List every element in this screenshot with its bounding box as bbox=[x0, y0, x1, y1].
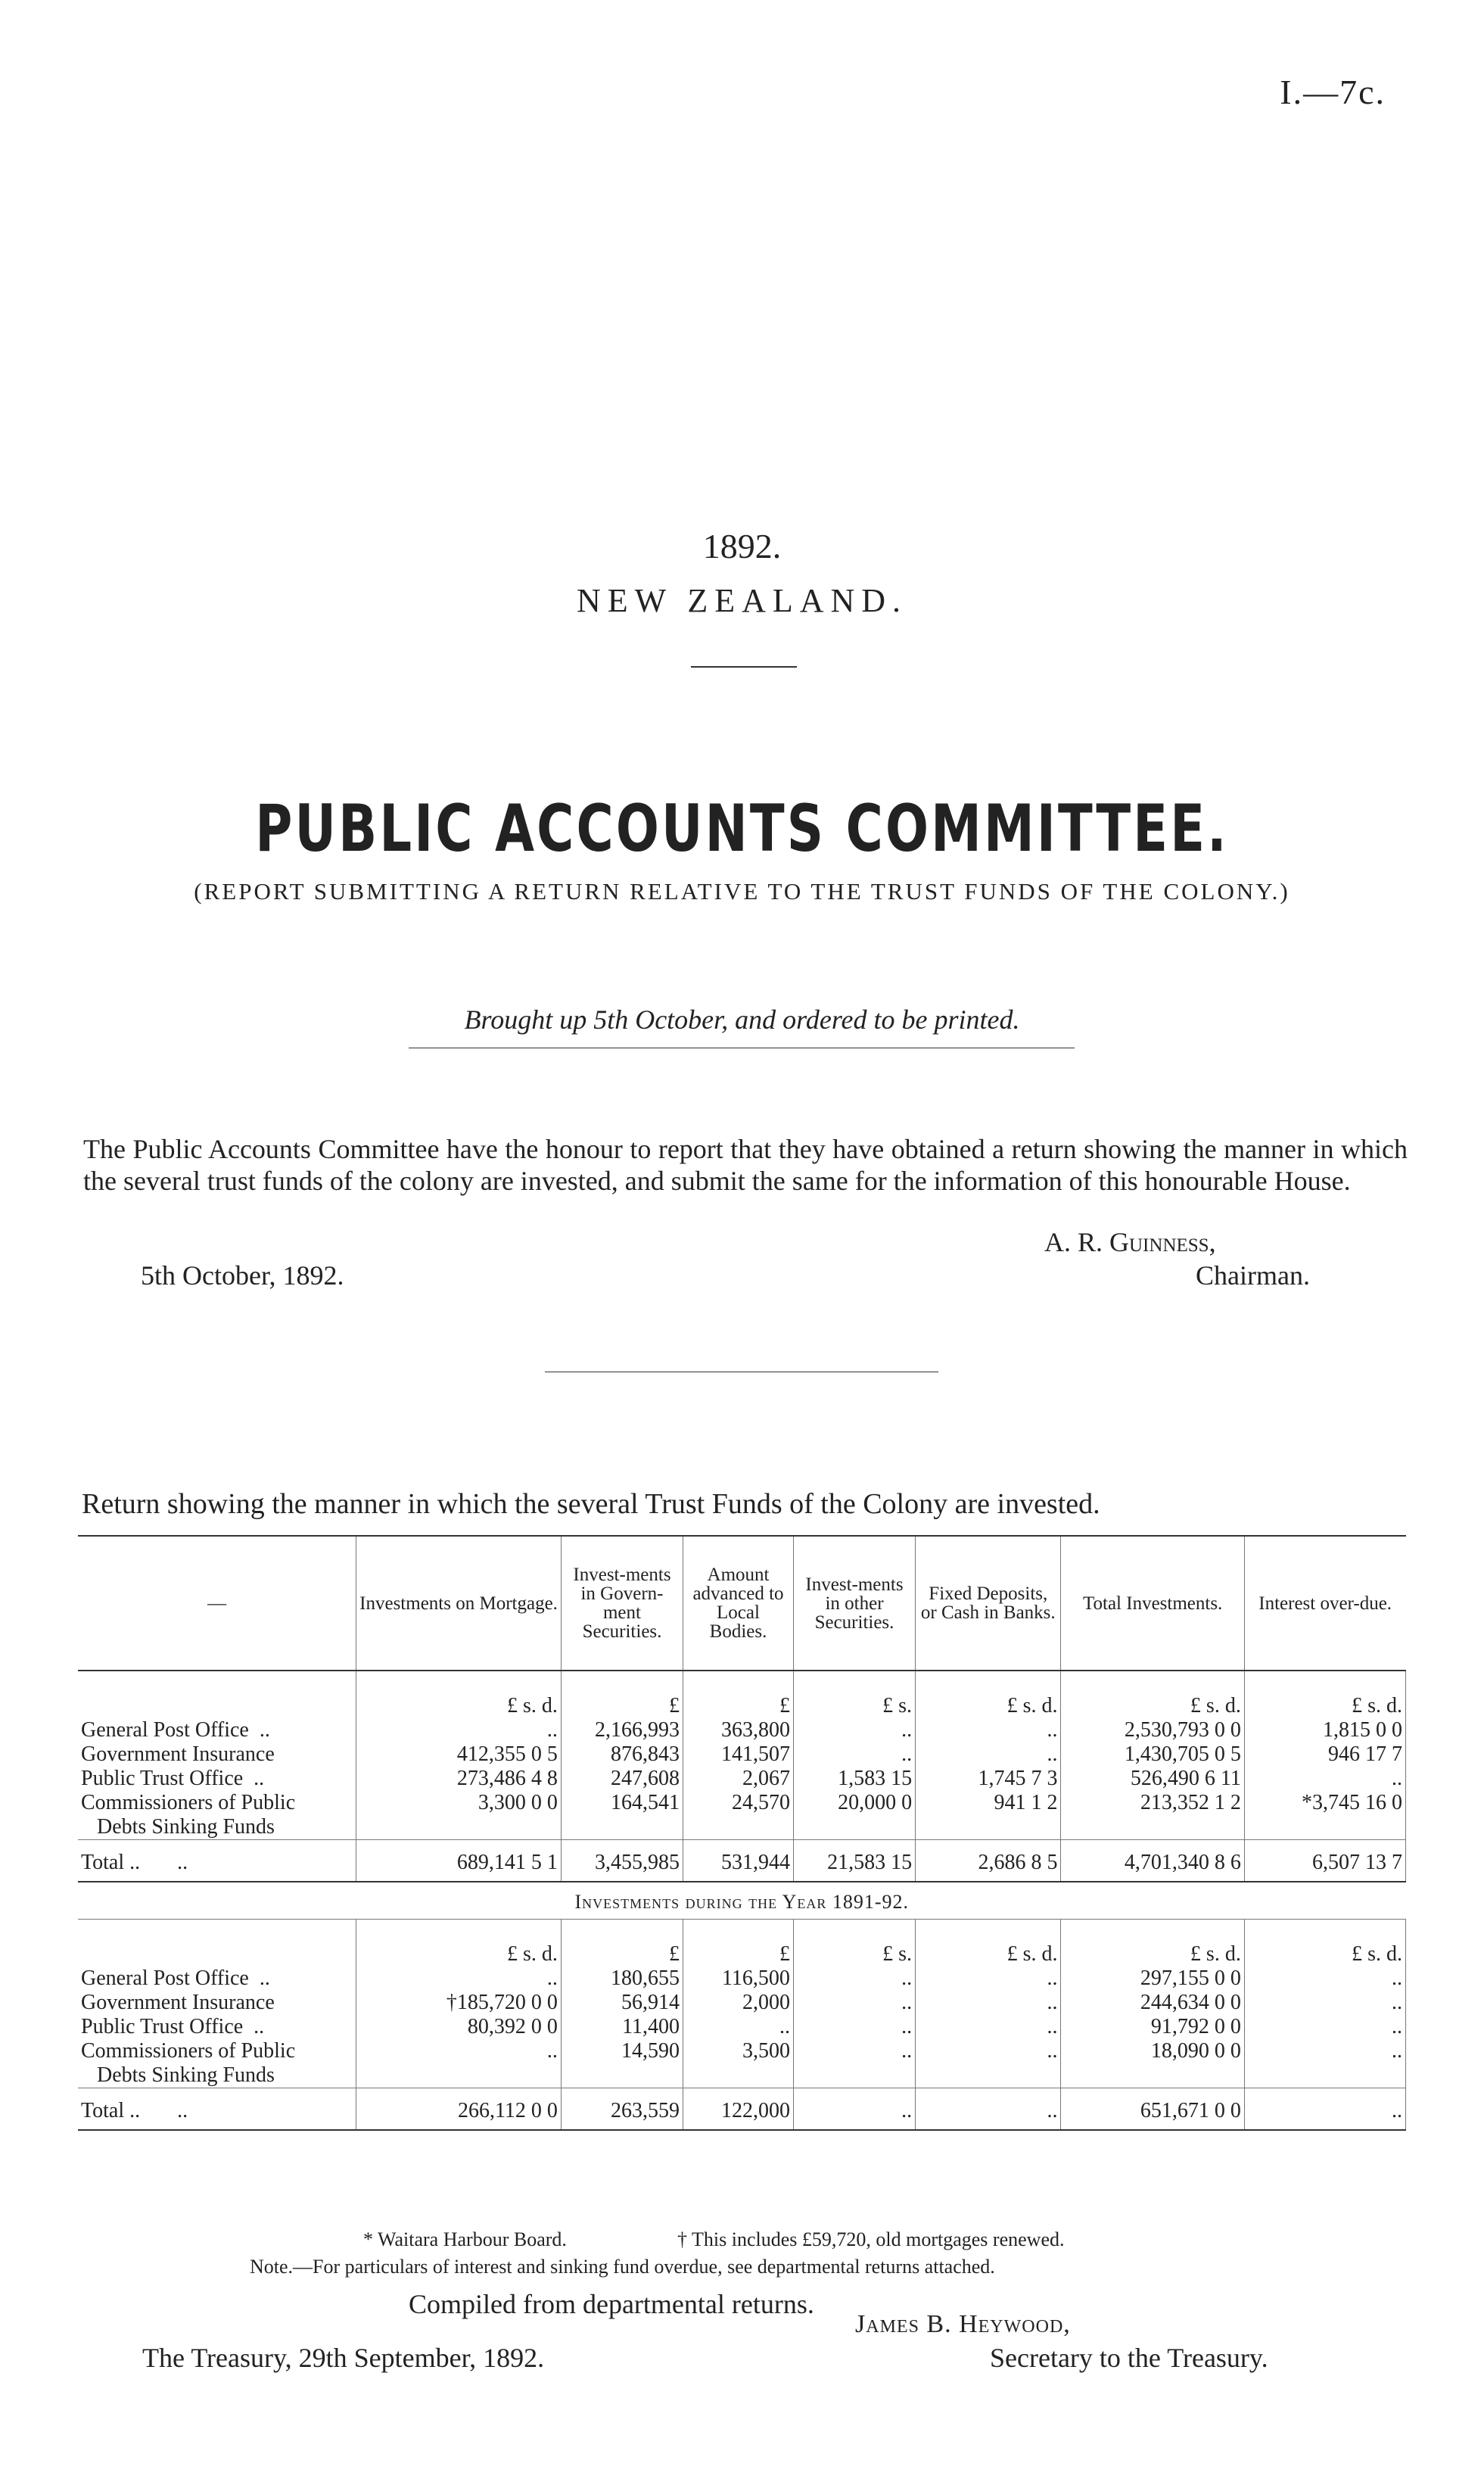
table-cell: 91,792 0 0 bbox=[1061, 2015, 1244, 2039]
table-cell: 213,352 1 2 bbox=[1061, 1791, 1244, 1840]
table-cell: £ s. d. bbox=[1061, 1920, 1244, 1967]
table-cell: £ s. bbox=[793, 1671, 915, 1718]
table-cell: 946 17 7 bbox=[1244, 1742, 1405, 1767]
table-cell: 876,843 bbox=[561, 1742, 683, 1767]
brought-up-note: Brought up 5th October, and ordered to be printed. bbox=[464, 1004, 1020, 1035]
col-header-total: Total Investments. bbox=[1061, 1537, 1244, 1671]
table-cell: .. bbox=[916, 1967, 1061, 1991]
main-row bbox=[78, 1718, 1406, 1742]
table-cell: 651,671 0 0 bbox=[1061, 2088, 1244, 2131]
table-cell: .. bbox=[356, 1967, 562, 1991]
table-cell: 141,507 bbox=[683, 1742, 794, 1767]
table-cell: 689,141 5 1 bbox=[356, 1840, 562, 1882]
row-label bbox=[78, 1920, 356, 1967]
main-row bbox=[78, 1742, 1406, 1767]
document-title: PUBLIC ACCOUNTS COMMITTEE. bbox=[255, 791, 1229, 867]
table-cell: £ s. d. bbox=[1244, 1671, 1405, 1718]
table-cell: 1,430,705 0 5 bbox=[1061, 1742, 1244, 1767]
table-cell: 2,686 8 5 bbox=[916, 1840, 1061, 1882]
table-cell: £ s. d. bbox=[356, 1671, 562, 1718]
table-cell: £ bbox=[561, 1920, 683, 1967]
table-cell: £ bbox=[683, 1671, 794, 1718]
table-cell: .. bbox=[916, 2015, 1061, 2039]
table-cell: 3,500 bbox=[683, 2039, 794, 2088]
table-cell: .. bbox=[1244, 2088, 1405, 2131]
report-date: 5th October, 1892. bbox=[141, 1260, 344, 1291]
table-cell: 1,583 15 bbox=[793, 1767, 915, 1791]
table-cell: .. bbox=[356, 2039, 562, 2088]
table-cell: .. bbox=[1244, 1967, 1405, 1991]
footnote-note: Note.—For particulars of interest and sinking fund overdue, see departmental returns attached. bbox=[250, 2256, 995, 2278]
row-label: Total .. .. bbox=[78, 2088, 356, 2131]
table-cell: 21,583 15 bbox=[793, 1840, 915, 1882]
report-paragraph: The Public Accounts Committee have the honour to report that they have obtained a return showing the manner in which the several trust funds of the colony are invested, and submit the same for the information of this honourable House. bbox=[83, 1134, 1408, 1196]
table-cell: 20,000 0 bbox=[793, 1791, 915, 1840]
table-cell: 2,166,993 bbox=[561, 1718, 683, 1742]
col-header-mortgage: Investments on Mortgage. bbox=[356, 1537, 562, 1671]
table-cell: 2,000 bbox=[683, 1991, 794, 2015]
table-cell: 122,000 bbox=[683, 2088, 794, 2131]
table-cell: †185,720 0 0 bbox=[356, 1991, 562, 2015]
table-cell: 3,300 0 0 bbox=[356, 1791, 562, 1840]
table-cell: .. bbox=[1244, 1767, 1405, 1791]
table-cell: 4,701,340 8 6 bbox=[1061, 1840, 1244, 1882]
table-cell: 6,507 13 7 bbox=[1244, 1840, 1405, 1882]
table-cell: .. bbox=[683, 2015, 794, 2039]
return-heading: Return showing the manner in which the several Trust Funds of the Colony are invested. bbox=[82, 1488, 1100, 1520]
table-cell: 526,490 6 11 bbox=[1061, 1767, 1244, 1791]
table-cell: .. bbox=[916, 1742, 1061, 1767]
table-cell: .. bbox=[793, 1718, 915, 1742]
table-body-main bbox=[78, 1671, 1406, 1882]
table-cell: 531,944 bbox=[683, 1840, 794, 1882]
row-label: Commissioners of Public Debts Sinking Funds bbox=[78, 2039, 356, 2088]
table-cell: £ s. d. bbox=[356, 1920, 562, 1967]
table-cell: £ s. d. bbox=[916, 1671, 1061, 1718]
table-header-row bbox=[78, 1537, 1406, 1671]
table-cell: 180,655 bbox=[561, 1967, 683, 1991]
table-cell: .. bbox=[793, 2088, 915, 2131]
table-cell: 297,155 0 0 bbox=[1061, 1967, 1244, 1991]
paper-reference: I.—7c. bbox=[1280, 73, 1386, 111]
row-label: General Post Office .. bbox=[78, 1967, 356, 1991]
table-cell: 14,590 bbox=[561, 2039, 683, 2088]
table-cell: £ bbox=[561, 1671, 683, 1718]
country-heading: NEW ZEALAND. bbox=[576, 582, 908, 619]
main-row bbox=[78, 1791, 1406, 1840]
main-total-row bbox=[78, 1840, 1406, 1882]
main-units-row bbox=[78, 1671, 1406, 1718]
table-cell: 941 1 2 bbox=[916, 1791, 1061, 1840]
table-cell: 2,067 bbox=[683, 1767, 794, 1791]
chairman-title: Chairman. bbox=[1196, 1260, 1310, 1291]
col-header-entity: — bbox=[78, 1537, 356, 1671]
table-cell: .. bbox=[793, 1991, 915, 2015]
table-cell: £ bbox=[683, 1920, 794, 1967]
row-label: General Post Office .. bbox=[78, 1718, 356, 1742]
chairman-name: A. R. Guinness, bbox=[1044, 1227, 1216, 1257]
table-cell: 1,815 0 0 bbox=[1244, 1718, 1405, 1742]
table-cell: 18,090 0 0 bbox=[1061, 2039, 1244, 2088]
table-cell: 3,455,985 bbox=[561, 1840, 683, 1882]
document-subtitle: (REPORT SUBMITTING A RETURN RELATIVE TO THE TRUST FUNDS OF THE COLONY.) bbox=[194, 878, 1290, 905]
row-label: Government Insurance bbox=[78, 1742, 356, 1767]
col-header-local-bodies: Amount advanced to Local Bodies. bbox=[683, 1537, 794, 1671]
table-cell: .. bbox=[916, 1991, 1061, 2015]
table-cell: £ s. d. bbox=[1244, 1920, 1405, 1967]
col-header-other-securities: Invest-ments in other Securities. bbox=[793, 1537, 915, 1671]
year-units-row bbox=[78, 1920, 1406, 1967]
row-label: Public Trust Office .. bbox=[78, 1767, 356, 1791]
table-cell: £ s. d. bbox=[1061, 1671, 1244, 1718]
table-cell: .. bbox=[793, 1742, 915, 1767]
table-cell: .. bbox=[1244, 2039, 1405, 2088]
table-cell: 244,634 0 0 bbox=[1061, 1991, 1244, 2015]
row-label: Total .. .. bbox=[78, 1840, 356, 1882]
table-cell: 1,745 7 3 bbox=[916, 1767, 1061, 1791]
footnote-dagger: † This includes £59,720, old mortgages renewed. bbox=[677, 2228, 1065, 2250]
table-cell: £ s. bbox=[793, 1920, 915, 1967]
table-cell: .. bbox=[793, 2015, 915, 2039]
table-cell: .. bbox=[1244, 1991, 1405, 2015]
table-cell: 247,608 bbox=[561, 1767, 683, 1791]
col-header-fixed-deposits: Fixed Deposits, or Cash in Banks. bbox=[916, 1537, 1061, 1671]
year-row bbox=[78, 1991, 1406, 2015]
table-cell: .. bbox=[916, 2088, 1061, 2131]
col-header-interest-overdue: Interest over-due. bbox=[1244, 1537, 1405, 1671]
table-cell: 2,530,793 0 0 bbox=[1061, 1718, 1244, 1742]
table-cell: .. bbox=[793, 1967, 915, 1991]
section-heading: Investments during the Year 1891-92. bbox=[78, 1882, 1406, 1920]
table-cell: .. bbox=[1244, 2015, 1405, 2039]
footnote-star: * Waitara Harbour Board. bbox=[363, 2228, 567, 2250]
table-cell: .. bbox=[793, 2039, 915, 2088]
year-row bbox=[78, 2015, 1406, 2039]
table-cell: .. bbox=[356, 1718, 562, 1742]
table-cell: 56,914 bbox=[561, 1991, 683, 2015]
treasury-date: The Treasury, 29th September, 1892. bbox=[142, 2343, 545, 2373]
table-cell: 412,355 0 5 bbox=[356, 1742, 562, 1767]
col-header-govt-securities: Invest-ments in Govern-ment Securities. bbox=[561, 1537, 683, 1671]
table-cell: 266,112 0 0 bbox=[356, 2088, 562, 2131]
year-total-row bbox=[78, 2088, 1406, 2131]
main-row bbox=[78, 1767, 1406, 1791]
table-cell: 263,559 bbox=[561, 2088, 683, 2131]
compiled-note: Compiled from departmental returns. bbox=[409, 2289, 814, 2319]
secretary-title: Secretary to the Treasury. bbox=[990, 2343, 1268, 2373]
table-cell: 164,541 bbox=[561, 1791, 683, 1840]
year-row bbox=[78, 1967, 1406, 1991]
table-body-year bbox=[78, 1920, 1406, 2131]
table-cell: 363,800 bbox=[683, 1718, 794, 1742]
table-cell: .. bbox=[916, 1718, 1061, 1742]
table-cell: 116,500 bbox=[683, 1967, 794, 1991]
table-cell: £ s. d. bbox=[916, 1920, 1061, 1967]
table-cell: 273,486 4 8 bbox=[356, 1767, 562, 1791]
table-cell: 11,400 bbox=[561, 2015, 683, 2039]
row-label: Government Insurance bbox=[78, 1991, 356, 2015]
short-rule bbox=[691, 666, 797, 668]
table-cell: 80,392 0 0 bbox=[356, 2015, 562, 2039]
report-year: 1892. bbox=[702, 527, 782, 565]
trust-funds-table bbox=[78, 1537, 1406, 2131]
table-cell: *3,745 16 0 bbox=[1244, 1791, 1405, 1840]
row-label: Commissioners of Public Debts Sinking Funds bbox=[78, 1791, 356, 1840]
row-label bbox=[78, 1671, 356, 1718]
table-cell: .. bbox=[916, 2039, 1061, 2088]
section-heading-row bbox=[78, 1882, 1406, 1920]
year-row bbox=[78, 2039, 1406, 2088]
row-label: Public Trust Office .. bbox=[78, 2015, 356, 2039]
secretary-name: James B. Heywood, bbox=[855, 2310, 1071, 2338]
table-cell: 24,570 bbox=[683, 1791, 794, 1840]
